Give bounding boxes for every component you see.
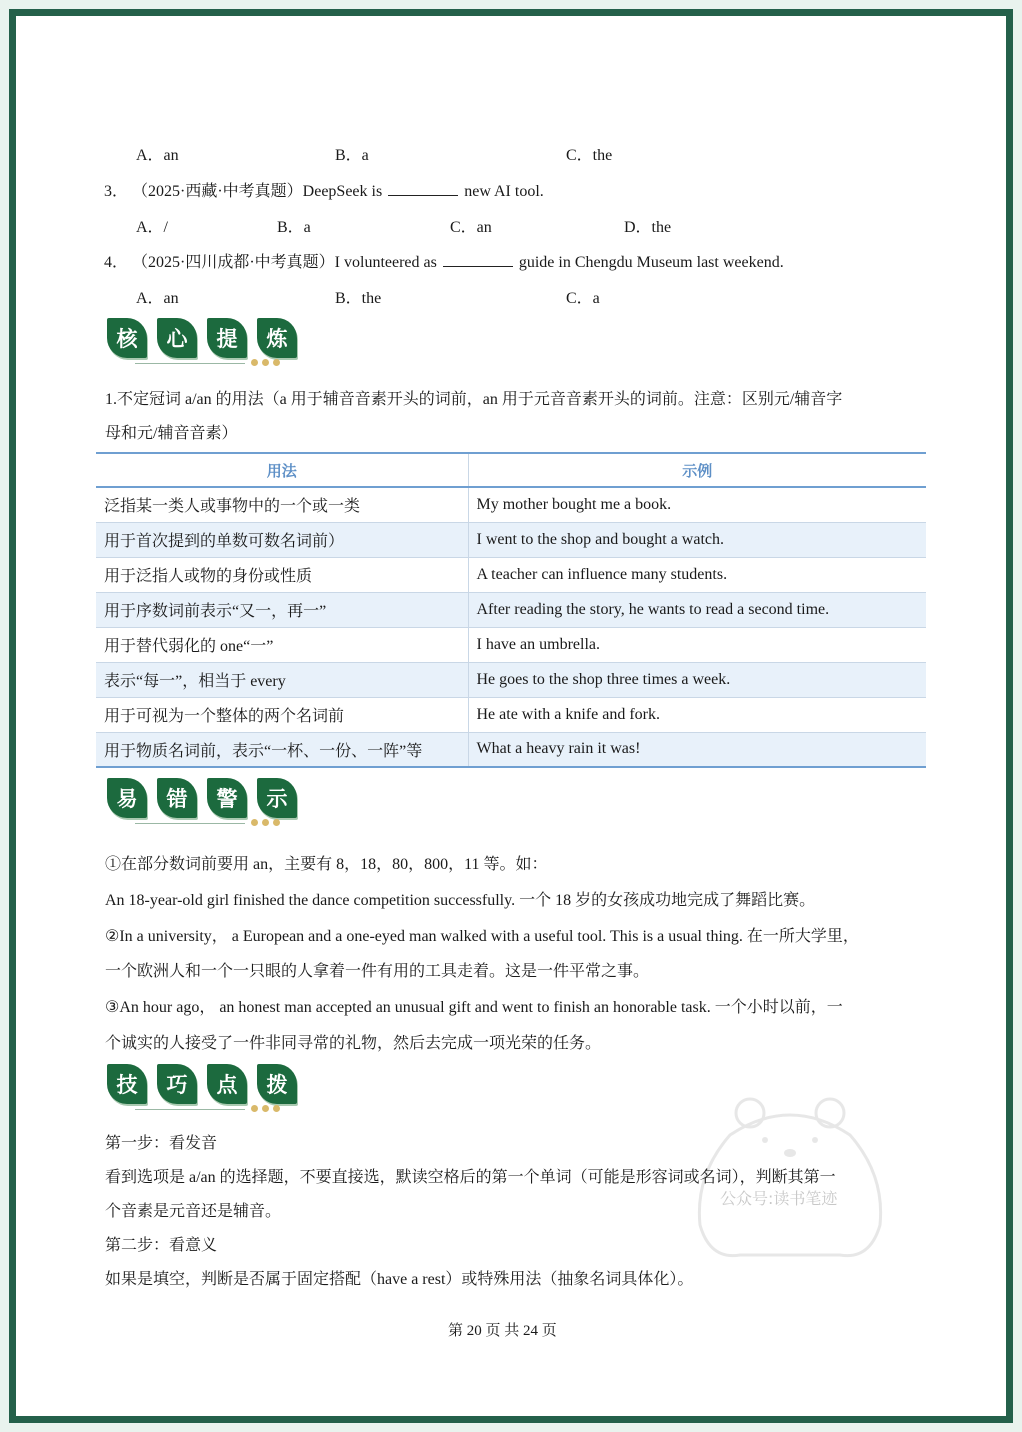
q4-blank [443, 253, 513, 267]
section-dots [251, 1105, 280, 1112]
section-char: 拨 [257, 1064, 297, 1104]
q3-blank [388, 182, 458, 196]
example-cell: He ate with a knife and fork. [468, 697, 926, 732]
q4-option-a: A．an [136, 290, 179, 307]
usage-table [96, 452, 926, 768]
table-row [96, 732, 926, 767]
q4-number: 4． [104, 254, 129, 271]
section-char: 核 [107, 318, 147, 358]
mistake-line: ③An hour ago， an honest man accepted an unusual gift and went to finish an honorable task. 一个小时以前，一 [105, 999, 843, 1016]
q2-option-b: B．a [335, 147, 369, 164]
table-row [96, 487, 926, 522]
table-header-usage: 用法 [96, 453, 468, 487]
tip-line: 看到选项是 a/an 的选择题，不要直接选，默读空格后的第一个单词（可能是形容词或名词），判断其第一 [105, 1169, 836, 1186]
section-char: 易 [107, 778, 147, 818]
intro-line-1: 1.不定冠词 a/an 的用法（a 用于辅音音素开头的词前，an 用于元音音素开头的词前。注意：区别元/辅音字 [105, 391, 843, 408]
tip-line: 个音素是元音还是辅音。 [105, 1203, 282, 1220]
usage-cell: 用于泛指人或物的身份或性质 [96, 557, 468, 592]
question-4 [104, 249, 784, 272]
usage-cell: 用于物质名词前，表示“一杯、一份、一阵”等 [96, 732, 468, 767]
example-cell: What a heavy rain it was! [468, 732, 926, 767]
section-header-tips [107, 1064, 317, 1112]
example-cell: After reading the story, he wants to read a second time. [468, 592, 926, 627]
section-divider [135, 823, 245, 824]
q3-stem-before: （2025·西藏·中考真题）DeepSeek is [132, 183, 383, 200]
watermark-text: 公众号:读书笔迹 [720, 1189, 838, 1208]
example-cell: A teacher can influence many students. [468, 557, 926, 592]
q3-option-c: C．an [450, 219, 492, 236]
mistake-line: ②In a university， a European and a one-eyed man walked with a useful tool. This is a usual thing. 在一所大学里， [105, 928, 859, 945]
section-divider [135, 363, 245, 364]
q3-stem-after: new AI tool. [464, 183, 544, 200]
table-row [96, 592, 926, 627]
table-row [96, 697, 926, 732]
table-row [96, 522, 926, 557]
example-cell: My mother bought me a book. [468, 487, 926, 522]
mistake-line: 个诚实的人接受了一件非同寻常的礼物，然后去完成一项光荣的任务。 [105, 1035, 602, 1052]
section-dots [251, 359, 280, 366]
table-header-row [96, 453, 926, 487]
section-divider [135, 1109, 245, 1110]
example-cell: I have an umbrella. [468, 627, 926, 662]
table-row [96, 557, 926, 592]
section-char: 错 [157, 778, 197, 818]
table-header-example: 示例 [468, 453, 926, 487]
table-row [96, 662, 926, 697]
q4-option-c: C．a [566, 290, 600, 307]
usage-cell: 用于序数词前表示“又一，再一” [96, 592, 468, 627]
q3-option-a: A．/ [136, 219, 169, 236]
tip-line: 第一步：看发音 [105, 1135, 218, 1152]
intro-line-2: 母和元/辅音音素） [105, 425, 238, 442]
usage-cell: 用于替代弱化的 one“一” [96, 627, 468, 662]
section-char: 心 [157, 318, 197, 358]
section-header-mistakes [107, 778, 317, 826]
q2-option-c: C．the [566, 147, 613, 164]
q4-stem-before: （2025·四川成都·中考真题）I volunteered as [132, 254, 437, 271]
q4-stem-after: guide in Chengdu Museum last weekend. [518, 254, 784, 271]
section-header-core [107, 318, 317, 366]
section-char: 警 [207, 778, 247, 818]
example-cell: He goes to the shop three times a week. [468, 662, 926, 697]
section-char: 巧 [157, 1064, 197, 1104]
mistake-line: An 18-year-old girl finished the dance competition successfully. 一个 18 岁的女孩成功地完成了舞蹈比赛。 [105, 892, 816, 909]
q3-number: 3． [104, 183, 129, 200]
section-char: 点 [207, 1064, 247, 1104]
usage-cell: 用于首次提到的单数可数名词前） [96, 522, 468, 557]
tip-line: 第二步：看意义 [105, 1237, 218, 1254]
usage-cell: 表示“每一”，相当于 every [96, 662, 468, 697]
table-row [96, 627, 926, 662]
q2-option-a: A．an [136, 147, 179, 164]
usage-cell: 用于可视为一个整体的两个名词前 [96, 697, 468, 732]
q4-option-b: B．the [335, 290, 382, 307]
q3-option-b: B．a [277, 219, 311, 236]
section-char: 炼 [257, 318, 297, 358]
tip-line: 如果是填空，判断是否属于固定搭配（have a rest）或特殊用法（抽象名词具体化）。 [105, 1271, 694, 1288]
usage-cell: 泛指某一类人或事物中的一个或一类 [96, 487, 468, 522]
section-char: 技 [107, 1064, 147, 1104]
mistake-line: ①在部分数词前要用 an，主要有 8，18，80，800，11 等。如： [105, 856, 548, 873]
example-cell: I went to the shop and bought a watch. [468, 522, 926, 557]
page-number-footer: 第 20 页 共 24 页 [448, 1323, 557, 1339]
section-char: 提 [207, 318, 247, 358]
section-dots [251, 819, 280, 826]
q3-option-d: D．the [624, 219, 672, 236]
section-char: 示 [257, 778, 297, 818]
question-3 [104, 178, 544, 201]
mistake-line: 一个欧洲人和一个一只眼的人拿着一件有用的工具走着。这是一件平常之事。 [105, 963, 650, 980]
